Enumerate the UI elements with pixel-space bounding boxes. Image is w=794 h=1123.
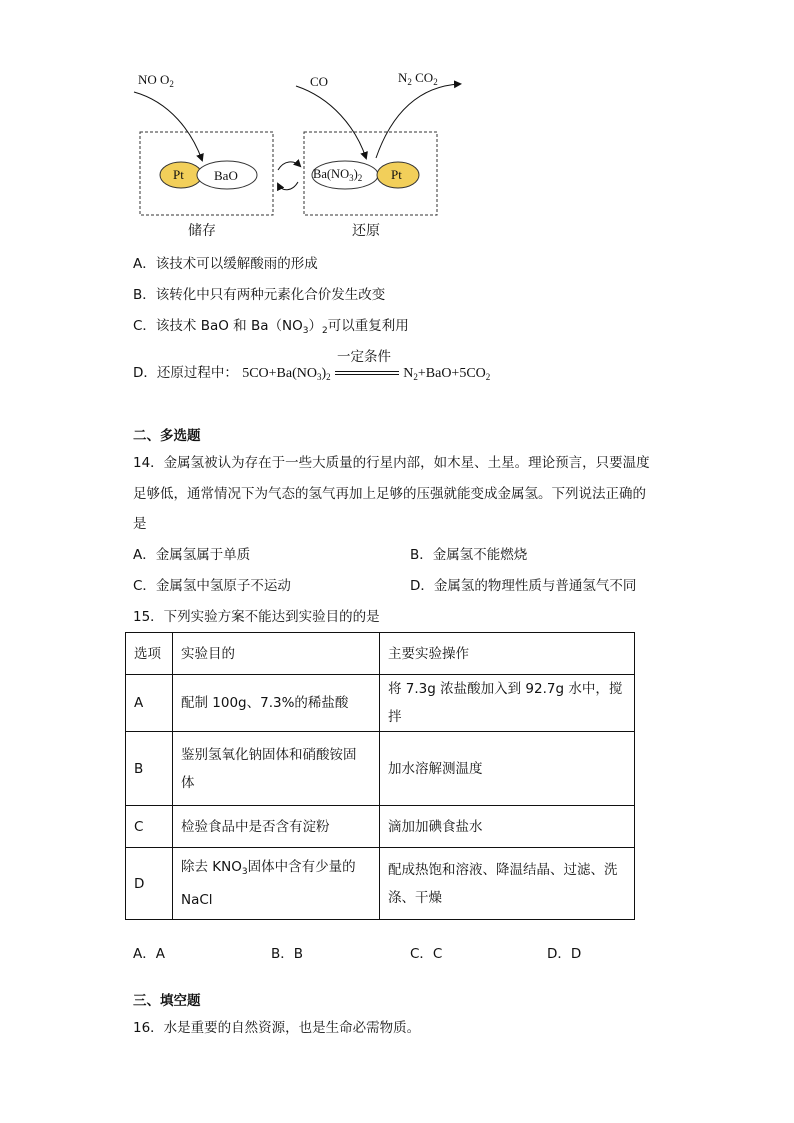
table-cell: 检验食品中是否含有淀粉 [173,806,380,848]
table-cell: 加水溶解测温度 [380,732,635,806]
table-cell: 配制 100g、7.3%的稀盐酸 [173,675,380,732]
q13-option-d: D．还原过程中： $5CO+Ba(NO_3)_2$ 一定条件 $N_2+BaO+5CO_2$ [133,349,491,382]
q15-choice-b: B．B [271,946,304,962]
q14-option-b: B．金属氢不能燃烧 [410,547,528,563]
q14-stem-line1: 14．金属氢被认为存在于一些大质量的行星内部，如木星、土星。理论预言，只要温度 [133,455,650,471]
q15-stem: 15．下列实验方案不能达到实验目的的是 [133,609,380,625]
pt-label-left: Pt [173,167,184,182]
label-no-o2: NO $O_2$ [138,72,174,89]
bao-label: BaO [214,168,238,183]
cycle-arrow-bottom [278,182,298,190]
arrow-no-o2-in [134,92,202,160]
q14-option-c: C．金属氢中氢原子不运动 [133,578,291,594]
table-cell: A [126,675,173,732]
table-cell: 滴加加碘食盐水 [380,806,635,848]
table-cell: C [126,806,173,848]
q13-option-c: C．该技术 BaO 和 $Ba(NO_3)_2$可以重复利用 [133,318,409,336]
q14-stem-line3: 是 [133,516,147,532]
table-header-cell: 主要实验操作 [380,633,635,675]
table-row [126,848,635,920]
reaction-diagram [120,62,480,242]
q14-option-a: A．金属氢属于单质 [133,547,251,563]
table-cell: B [126,732,173,806]
table-header-cell: 实验目的 [173,633,380,675]
table-row [126,806,635,848]
arrow-n2-co2-out [376,84,460,158]
reduction-label: 还原 [352,223,380,239]
q16-stem: 16．水是重要的自然资源，也是生命必需物质。 [133,1020,421,1036]
q14-option-d: D．金属氢的物理性质与普通氢气不同 [410,578,637,594]
storage-label: 储存 [188,223,216,239]
arrow-co-in [296,86,366,158]
table-header-cell: 选项 [126,633,173,675]
reaction-condition: 一定条件 [335,364,399,382]
diagram-arrows [120,62,480,242]
table-header-row [126,633,635,675]
table-cell: 将 7.3g 浓盐酸加入到 92.7g 水中，搅拌 [380,675,635,732]
experiment-table [125,632,635,920]
table-cell: D [126,848,173,920]
cycle-arrow-top [278,162,300,170]
label-n2-co2: $N_2$ $CO_2$ [398,70,438,87]
table-row [126,675,635,732]
q14-stem-line2: 足够低，通常情况下为气态的氢气再加上足够的压强就能变成金属氢。下列说法正确的 [133,486,646,502]
q13-option-a: A．该技术可以缓解酸雨的形成 [133,256,318,272]
q15-choice-c: C．C [410,946,443,962]
section-heading-multi-choice: 二、多选题 [133,428,201,444]
pt-label-right: Pt [391,167,402,182]
section-heading-fill-blank: 三、填空题 [133,993,201,1009]
q15-choice-d: D．D [547,946,582,962]
ba-no3-label: $Ba(NO_3)_2$ [313,167,363,183]
label-co: CO [310,74,329,89]
table-cell: 鉴别氢氧化钠固体和硝酸铵固 体 [173,732,380,806]
q13-option-b: B．该转化中只有两种元素化合价发生改变 [133,287,386,303]
table-cell: 除去 $KNO_3$固体中含有少量的 NaCl [173,848,380,920]
table-row [126,732,635,806]
q15-choice-a: A．A [133,946,165,962]
table-cell: 配成热饱和溶液、降温结晶、过滤、洗 涤、干燥 [380,848,635,920]
